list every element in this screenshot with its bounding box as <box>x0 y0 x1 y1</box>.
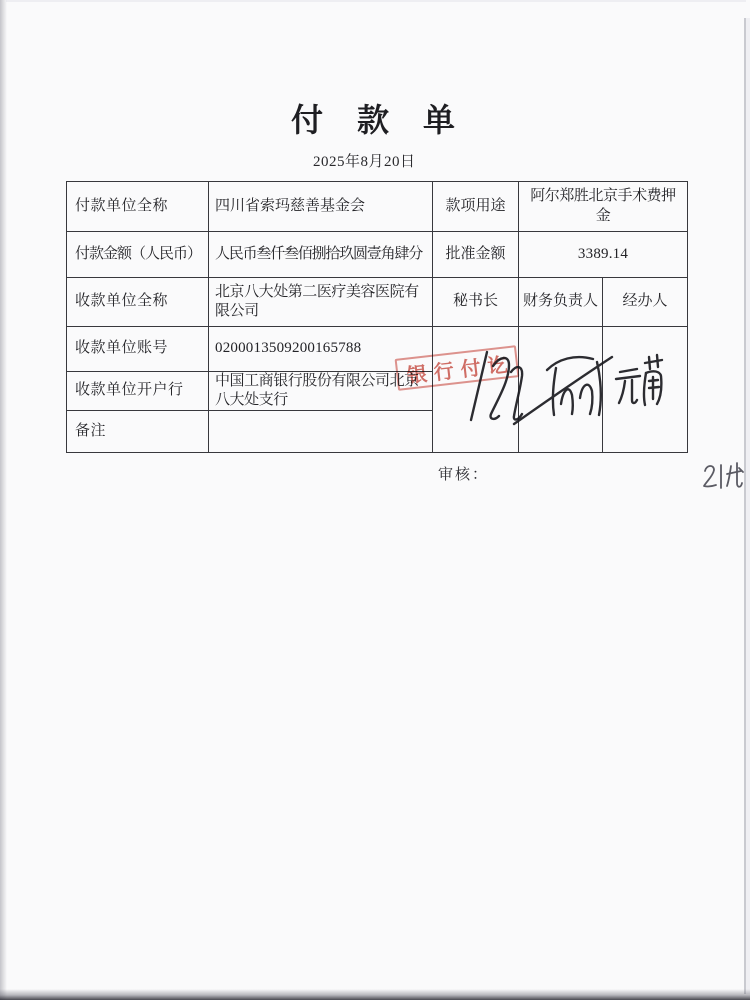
scan-edge-right-band <box>746 18 750 994</box>
payee-account-value: 0200013509200165788 <box>209 327 433 372</box>
page-title: 付款单 <box>290 102 489 138</box>
audit-label: 审核： <box>438 467 490 483</box>
bank-paid-stamp: 银行付讫 <box>395 345 520 391</box>
remarks-label: 备注 <box>67 411 209 452</box>
purpose-label: 款项用途 <box>433 182 519 232</box>
payee-bank-label: 收款单位开户行 <box>67 372 209 411</box>
payer-name-value: 四川省索玛慈善基金会 <box>209 182 433 232</box>
finance-officer-header: 财务负责人 <box>519 278 603 327</box>
payee-account-label: 收款单位账号 <box>67 327 209 372</box>
approved-amount-value: 3389.14 <box>519 232 687 278</box>
remarks-value <box>209 411 433 452</box>
scan-edge-bottom <box>0 989 750 1000</box>
handler-header: 经办人 <box>603 278 687 327</box>
payment-amount-label: 付款金额（人民币） <box>67 232 209 278</box>
document-date: 2025年8月20日 <box>313 154 416 170</box>
payer-name-label: 付款单位全称 <box>67 182 209 232</box>
payee-name-label: 收款单位全称 <box>67 278 209 327</box>
signature-cell-finance <box>519 327 603 452</box>
approved-amount-label: 批准金额 <box>433 232 519 278</box>
signature-cell-handler <box>603 327 687 452</box>
scan-edge-right-line <box>744 18 746 994</box>
purpose-value: 阿尔郑胜北京手术费押金 <box>519 182 687 232</box>
handwritten-margin-mark <box>698 456 746 498</box>
payment-amount-value: 人民币叁仟叁佰捌拾玖圆壹角肆分 <box>209 232 433 278</box>
payee-bank-value: 中国工商银行股份有限公司北京八大处支行 <box>209 372 433 411</box>
payment-table <box>66 181 688 453</box>
scan-edge-left <box>0 0 7 1000</box>
scan-edge-top <box>6 0 746 2</box>
secretary-general-header: 秘书长 <box>433 278 519 327</box>
payee-name-value: 北京八大处第二医疗美容医院有限公司 <box>209 278 433 327</box>
